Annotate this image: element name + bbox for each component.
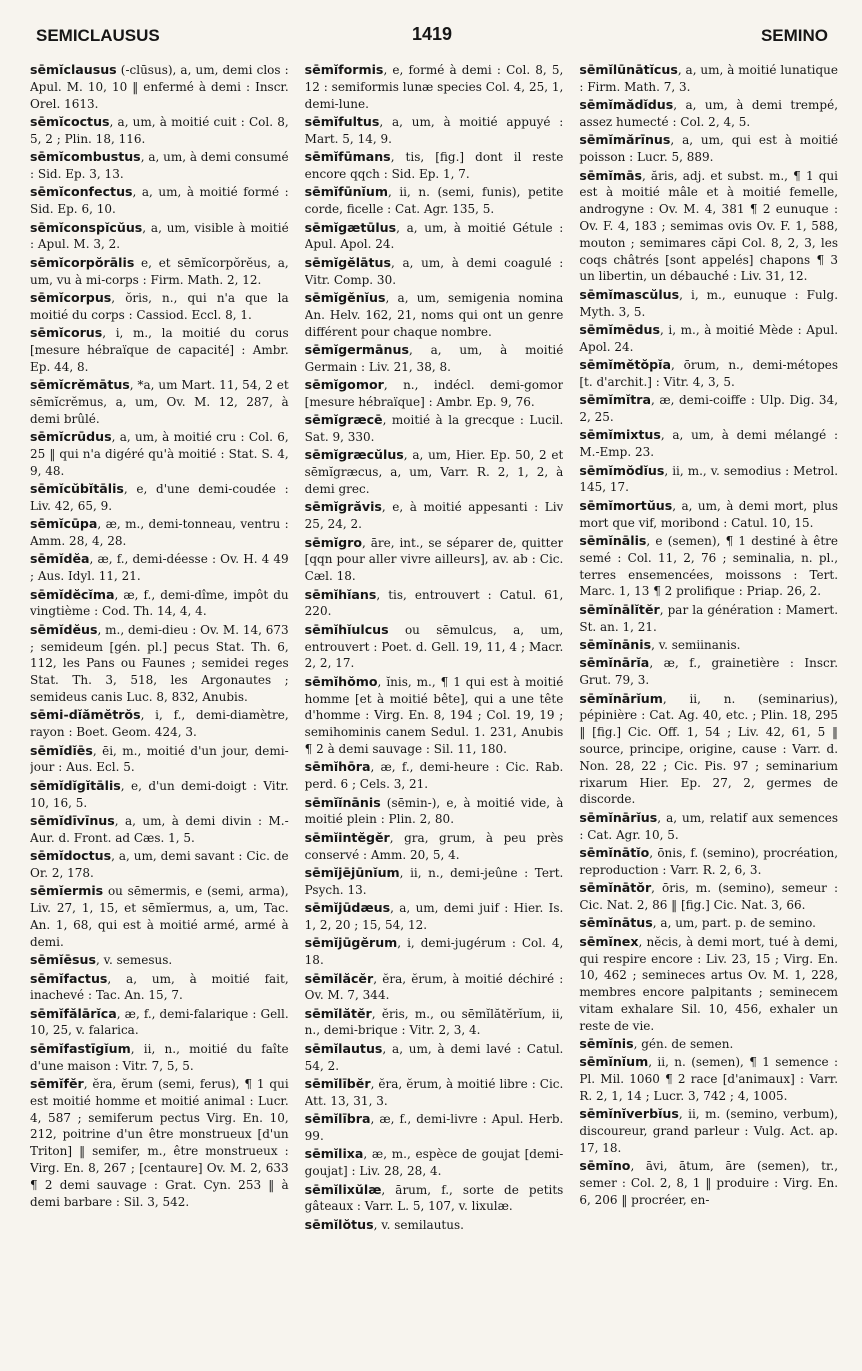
- dictionary-entry: [579, 533, 838, 600]
- entry-headword: sēmĭclausus: [30, 62, 117, 77]
- entry-headword: sēmĭcorpŏrālis: [30, 254, 135, 270]
- entry-headword: sēmĭnālĭtĕr: [579, 601, 660, 617]
- entry-definition: , æ, demi-coiffe : Ulp. Dig. 34, 2, 25.: [579, 393, 839, 425]
- entry-headword: sēmĭgĕlātus: [304, 254, 392, 270]
- dictionary-entry: [30, 184, 289, 218]
- dictionary-entry: [30, 377, 289, 427]
- dictionary-entry: [30, 149, 289, 183]
- entry-definition: , a, um, à moitié formé : Sid. Ep. 6, 10.: [30, 185, 289, 217]
- entry-headword: sēmĭlăcĕr: [304, 970, 374, 986]
- entry-definition: , ŏris, n., qui n'a que la moitié du corps : Cassiod. Eccl. 8, 1.: [30, 290, 289, 322]
- dictionary-entry: [305, 935, 564, 969]
- dictionary-entry: [30, 1006, 289, 1040]
- entry-definition: (sēmin-), e, à moitié vide, à moitié plein : Plin. 2, 80.: [304, 795, 564, 827]
- entry-definition: , ĕris, m., ou sēmĭlătĕrĭum, ii, n., demi-brique : Vitr. 2, 3, 4.: [304, 1006, 564, 1038]
- entry-headword: sēmĭjējūnĭum: [304, 864, 400, 880]
- entry-definition: , gén. de semen.: [633, 1037, 734, 1052]
- entry-definition: , ārum, f., sorte de petits gâteaux : Varr. L. 5, 107, v. lixulæ.: [304, 1182, 564, 1214]
- entry-definition: , a, um, relatif aux semences : Cat. Agr. 10, 5.: [579, 810, 839, 842]
- entry-definition: , gra, grum, à peu près conservé : Amm. 20, 5, 4.: [304, 830, 564, 862]
- entry-definition: , e, d'un demi-doigt : Vitr. 10, 16, 5.: [30, 778, 289, 810]
- dictionary-entry: [579, 1054, 838, 1104]
- entry-headword: sēmĭformis: [304, 62, 384, 77]
- entry-headword: sēmĭermis: [30, 883, 104, 899]
- dictionary-entry: [30, 813, 289, 847]
- entry-definition: , ii, n. (semen), ¶ 1 semence : Pl. Mil. 1060 ¶ 2 race [d'animaux] : Varr. R. 2, 1, 14 ; Lucr. 3, 742 ; 4, 1005.: [579, 1055, 839, 1104]
- entry-headword: sēmĭlībĕr: [304, 1076, 371, 1092]
- dictionary-entry: [305, 674, 564, 758]
- entry-definition: , i, demi-jugérum : Col. 4, 18.: [304, 936, 564, 968]
- entry-headword: sēmĭnĭum: [579, 1054, 649, 1070]
- entry-headword: sēmĭjūdæus: [304, 900, 391, 916]
- dictionary-entry: [305, 622, 564, 672]
- entry-definition: , a, um, à moitié Gétule : Apul. Apol. 24.: [304, 220, 564, 252]
- entry-definition: , i, m., eunuque : Fulg. Myth. 3, 5.: [579, 287, 839, 319]
- entry-headword: sēmĭconfectus: [30, 184, 133, 200]
- entry-headword: sēmĭhōra: [304, 759, 371, 775]
- entry-headword: sēmĭdĭēs: [30, 742, 93, 758]
- entry-definition: , a, um, à demi mélangé : M.-Emp. 23.: [579, 428, 839, 460]
- entry-headword: sēmĭfălārĭca: [30, 1005, 117, 1021]
- entry-headword: sēmĭgræcŭlus: [304, 447, 404, 463]
- entry-definition: , ōnis, f. (semino), procréation, reproduction : Varr. R. 2, 6, 3.: [579, 845, 839, 877]
- entry-headword: sēmĭgomor: [304, 377, 384, 393]
- dictionary-entry: [30, 516, 289, 550]
- dictionary-entry: [579, 168, 838, 286]
- entry-definition: , a, um, à demi mort, plus mort que vif, moribond : Catul. 10, 15.: [579, 498, 839, 530]
- entry-definition: , a, um, à demi divin : M.-Aur. d. Front. ad Cæs. 1, 5.: [30, 813, 289, 845]
- entry-definition: , tis, entrouvert : Catul. 61, 220.: [304, 587, 564, 619]
- dictionary-entry: [30, 587, 289, 621]
- entry-definition: , a, um, qui est à moitié poisson : Lucr. 5, 889.: [579, 133, 839, 165]
- dictionary-entry: [305, 220, 564, 254]
- entry-definition: e, et sēmĭcorpŏrĕus, a, um, vu à mi-corps : Firm. Math. 2, 12.: [30, 255, 289, 287]
- entry-headword: sēmĭĭnānis: [304, 794, 381, 810]
- dictionary-entry: [579, 1158, 838, 1208]
- entry-headword: sēmĭlŏtus: [304, 1216, 374, 1232]
- entry-definition: , ii, n. (semi, funis), petite corde, ficelle : Cat. Agr. 135, 5.: [304, 185, 564, 217]
- entry-headword: sēmĭmascŭlus: [579, 286, 680, 302]
- entry-headword: sēmĭmŏdĭus: [579, 462, 665, 478]
- dictionary-entry: [305, 412, 564, 446]
- dictionary-entry: [579, 62, 838, 96]
- entry-headword: sēmĭgrăvis: [304, 499, 382, 515]
- dictionary-entry: [305, 114, 564, 148]
- entry-headword: sēmĭfĕr: [30, 1076, 84, 1092]
- dictionary-entry: [30, 743, 289, 777]
- entry-headword: sēmĭlautus: [304, 1040, 383, 1056]
- dictionary-entry: [579, 357, 838, 391]
- entry-headword: sēmĭfūnĭum: [304, 184, 388, 200]
- entry-headword: sēmĭfastīgĭum: [30, 1040, 131, 1056]
- dictionary-entry: [579, 1036, 838, 1053]
- entry-definition: , *a, um Mart. 11, 54, 2 et sēmĭcrĕmus, a, um, Ov. M. 12, 287, à demi brûlé.: [30, 378, 289, 426]
- dictionary-entry: [305, 184, 564, 218]
- entry-headword: sēmĭlixa: [304, 1146, 364, 1162]
- entry-definition: , a, um, à moitié cru : Col. 6, 25 ‖ qui n'a digéré qu'à moitié : Stat. S. 4, 9, 48.: [30, 430, 289, 478]
- entry-headword: sēmĭhĭans: [304, 586, 377, 602]
- entry-definition: , a, um, à moitié Germain : Liv. 21, 38, 8.: [304, 342, 564, 374]
- dictionary-entry: [579, 691, 838, 809]
- entry-definition: , a, um, à moitié cuit : Col. 8, 5, 2 ; Plin. 18, 116.: [30, 114, 289, 146]
- entry-definition: , æ, f., grainetière : Inscr. Grut. 79, 3.: [579, 656, 839, 688]
- entry-headword: sēmĭcrūdus: [30, 429, 112, 445]
- entry-headword: sēmĭmărīnus: [579, 132, 671, 148]
- entry-definition: ou sēmermis, e (semi, arma), Liv. 27, 1, 15, et sēmĭermus, a, um, Tac. An. 1, 68, qui est à moitié armé, armé à demi.: [30, 884, 289, 949]
- dictionary-entry: [305, 971, 564, 1005]
- dictionary-entry: [30, 952, 289, 969]
- dictionary-entry: [305, 377, 564, 411]
- entry-headword: sēmĭgro: [304, 534, 363, 550]
- entry-definition: , nĕcis, à demi mort, tué à demi, qui respire encore : Liv. 23, 15 ; Virg. En. 10, 462 ; semineces artus Ov. M. 1, 228, membres encore palpitants ; seminecem vitam exhalare Sil. 10, 456, exhaler un reste de vie.: [579, 934, 839, 1033]
- entry-headword: sēmĭfūmans: [304, 149, 391, 165]
- entry-definition: , āvi, ātum, āre (semen), tr., semer : Col. 2, 8, 1 ‖ produire : Virg. En. 6, 206 ‖ procréer, en-: [579, 1159, 839, 1208]
- dictionary-entry: [579, 915, 838, 932]
- dictionary-entry: [305, 342, 564, 376]
- entry-definition: , e, formé à demi : Col. 8, 5, 12 : semiformis lunæ species Col. 4, 25, 1, demi-lune.: [304, 63, 564, 111]
- entry-definition: , ōrum, n., demi-métopes [t. d'archit.] : Vitr. 4, 3, 5.: [579, 358, 839, 389]
- entry-headword: sēmĭmēdus: [579, 321, 660, 337]
- entry-definition: , ăris, adj. et subst. m., ¶ 1 qui est à moitié mâle et à moitié femelle, androgyne : Ov. M. 4, 381 ¶ 2 eunuque : Ov. F. 4, 183 ; semimas ovis Ov. F. 1, 588, mouton ; semimares căpi Col. 8, 2, 3, les coqs châtrés [sont appelés] chapons ¶ 3 un libertin, un débauché : Liv. 31, 12.: [579, 168, 839, 284]
- entry-headword: sēmĭmās: [579, 167, 642, 183]
- entry-headword: sēmĭjūgĕrum: [304, 935, 398, 951]
- dictionary-entry: [305, 795, 564, 829]
- entry-definition: (-clūsus), a, um, demi clos : Apul. M. 10, 10 ‖ enfermé à demi : Inscr. Orel. 1613.: [30, 63, 289, 111]
- running-head-right: SEMINO: [760, 26, 828, 45]
- entry-headword: sēmĭhĭulcus: [304, 621, 389, 637]
- dictionary-entry: [30, 971, 289, 1005]
- dictionary-entry: [305, 1006, 564, 1040]
- dictionary-entry: [30, 429, 289, 479]
- dictionary-entry: [305, 1217, 564, 1234]
- dictionary-entry: [305, 149, 564, 183]
- entry-definition: , ii, n., moitié du faîte d'une maison : Vitr. 7, 5, 5.: [30, 1041, 289, 1073]
- dictionary-entry: [579, 880, 838, 914]
- entry-definition: , ĕra, ĕrum (semi, ferus), ¶ 1 qui est moitié homme et moitié animal : Lucr. 4, 587 ; semiferum pectus Virg. En. 10, 212, poitrine d'un être monstrueux [d'un Triton] ‖ semifer, m., être monstrueux : Virg. En. 8, 267 ; [centaure] Ov. M. 2, 633 ¶ 2 demi sauvage : Grat. Cyn. 253 ‖ à demi barbare : Sil. 3, 542.: [30, 1077, 289, 1209]
- dictionary-entry: [30, 707, 289, 741]
- entry-definition: , i, m., à moitié Mède : Apul. Apol. 24.: [579, 322, 839, 354]
- entry-headword: sēmĭlūnātĭcus: [579, 62, 678, 77]
- running-head-left: SEMICLAUSUS: [36, 26, 160, 45]
- entry-headword: sēmi-dĭămĕtrŏs: [30, 707, 141, 723]
- entry-headword: sēmĭfultus: [304, 113, 380, 129]
- entry-definition: , a, um, à demi lavé : Catul. 54, 2.: [304, 1041, 564, 1073]
- entry-headword: sēmĭmădĭdus: [579, 97, 674, 113]
- dictionary-entry: [30, 62, 289, 112]
- entry-headword: sēmĭintĕgĕr: [304, 829, 390, 845]
- entry-definition: , æ, m., espèce de goujat [demi-goujat] : Liv. 28, 28, 4.: [304, 1147, 564, 1179]
- entry-headword: sēmĭfactus: [30, 970, 108, 986]
- entry-headword: sēmĭmĕtŏpĭa: [579, 357, 671, 373]
- dictionary-entry: [579, 845, 838, 879]
- entry-headword: sēmĭno: [579, 1158, 631, 1174]
- entry-definition: , ii, n. (seminarius), pépinière : Cat. Ag. 40, etc. ; Plin. 18, 295 ‖ [fig.] Cic. Off. 1, 54 ; Liv. 42, 61, 5 ‖ source, principe, origine, cause : Varr. d. Non. 28, 22 ; Cic. Pis. 97 ; seminarium rixarum Hier. Ep. 27, 2, germes de discorde.: [579, 691, 839, 807]
- entry-headword: sēmĭlībra: [304, 1111, 371, 1127]
- entry-definition: ou sēmulcus, a, um, entrouvert : Poet. d. Gell. 19, 11, 4 ; Macr. 2, 2, 17.: [304, 622, 564, 671]
- entry-headword: sēmĭlixŭlæ: [304, 1181, 382, 1197]
- entry-definition: , a, um, à demi consumé : Sid. Ep. 3, 13.: [30, 150, 289, 181]
- dictionary-entry: [30, 778, 289, 812]
- entry-headword: sēmĭcorpus: [30, 289, 112, 305]
- entry-definition: , æ, f., demi-falarique : Gell. 10, 25, v. falarica.: [30, 1006, 289, 1038]
- entry-headword: sēmĭgermānus: [304, 341, 409, 357]
- dictionary-entry: [579, 463, 838, 497]
- entry-headword: sēmĭdĕus: [30, 621, 98, 637]
- entry-definition: , i, m., la moitié du corus [mesure hébraïque de capacité] : Ambr. Ep. 44, 8.: [30, 326, 289, 374]
- entry-headword: sēmĭdĕa: [30, 551, 90, 567]
- dictionary-entry: [30, 848, 289, 882]
- entry-definition: , par la génération : Mamert. St. an. 1, 21.: [579, 602, 839, 634]
- entry-headword: sēmĭgræcē: [304, 412, 383, 428]
- dictionary-entry: [579, 132, 838, 166]
- entry-definition: , ĕra, ĕrum, à moitié libre : Cic. Att. 13, 31, 3.: [304, 1077, 564, 1108]
- entry-definition: , ii, m. (semino, verbum), discoureur, grand parleur : Vulg. Act. ap. 17, 18.: [579, 1107, 839, 1156]
- entry-definition: , a, um, Hier. Ep. 50, 2 et sēmĭgræcus, a, um, Varr. R. 2, 1, 2, à demi grec.: [304, 448, 564, 497]
- entry-definition: , a, um, semigenia nomina An. Helv. 162, 21, noms qui ont un genre différent pour chaque nombre.: [304, 290, 564, 339]
- dictionary-entry: [305, 499, 564, 533]
- entry-definition: , e, à moitié appesanti : Liv 25, 24, 2.: [304, 500, 564, 532]
- dictionary-entry: [30, 481, 289, 515]
- entry-headword: sēmĭnārĭum: [579, 690, 663, 706]
- entry-headword: sēmĭdoctus: [30, 848, 112, 864]
- dictionary-entry: [30, 220, 289, 254]
- page-number: 1419: [411, 24, 453, 44]
- entry-definition: , æ, f., demi-dîme, impôt du vingtième : Cod. Th. 14, 4, 4.: [30, 587, 289, 619]
- entry-headword: sēmĭdīvīnus: [30, 812, 115, 828]
- entry-headword: sēmĭcorus: [30, 325, 103, 341]
- entry-headword: sēmĭcŭbĭtālis: [30, 481, 124, 497]
- entry-headword: sēmĭmixtus: [579, 427, 661, 443]
- dictionary-entry: [579, 97, 838, 131]
- column-3: [579, 62, 838, 1365]
- entry-definition: , æ, f., demi-livre : Apul. Herb. 99.: [304, 1112, 564, 1144]
- entry-headword: sēmĭnātĭo: [579, 844, 650, 860]
- dictionary-entry: [579, 287, 838, 321]
- entry-definition: , e (semen), ¶ 1 destiné à être semé : Col. 11, 2, 76 ; seminalia, n. pl., terres ensemencées, moissons : Tert. Marc. 1, 13 ¶ 2 prolifique : Priap. 26, 2.: [579, 534, 839, 599]
- entry-definition: , ĕra, ĕrum, à moitié déchiré : Ov. M. 7, 344.: [304, 971, 564, 1003]
- entry-headword: sēmĭnātus: [579, 915, 653, 931]
- entry-headword: sēmĭnĭverbĭus: [579, 1106, 679, 1122]
- dictionary-entry: [579, 602, 838, 636]
- dictionary-entry: [30, 622, 289, 706]
- dictionary-entry: [30, 1076, 289, 1210]
- dictionary-entry: [305, 62, 564, 112]
- dictionary-entry: [305, 1111, 564, 1145]
- entry-definition: , a, um, à moitié appuyé : Mart. 5, 14, 9.: [304, 114, 564, 146]
- entry-headword: sēmĭēsus: [30, 952, 96, 968]
- dictionary-entry: [30, 325, 289, 375]
- column-1: [30, 62, 289, 1365]
- page-header: [36, 20, 828, 54]
- dictionary-entry: [305, 759, 564, 793]
- entry-definition: , æ, f., demi-déesse : Ov. H. 4 49 ; Aus. Idyl. 11, 21.: [30, 552, 289, 584]
- entry-definition: , v. semilautus.: [373, 1217, 464, 1232]
- entry-definition: , æ, f., demi-heure : Cic. Rab. perd. 6 ; Cels. 3, 21.: [304, 760, 564, 792]
- entry-headword: sēmĭcūpa: [30, 516, 98, 532]
- entry-definition: , m., demi-dieu : Ov. M. 14, 673 ; semideum [gén. pl.] pecus Stat. Th. 6, 112, les Pans ou Faunes ; semidei reges Stat. Th. 3, 518, les Argonautes ; semideus canis Luc. 8, 832, Anubis.: [30, 622, 289, 704]
- entry-definition: , a, um, à moitié lunatique : Firm. Math. 7, 3.: [579, 63, 839, 94]
- dictionary-entry: [579, 810, 838, 844]
- dictionary-entry: [30, 883, 289, 950]
- entry-definition: , a, um, part. p. de semino.: [652, 916, 816, 931]
- dictionary-entry: [579, 655, 838, 689]
- entry-headword: sēmĭhŏmo: [304, 673, 378, 689]
- entry-headword: sēmĭnis: [579, 1036, 634, 1052]
- entry-definition: , v. semiinanis.: [651, 638, 741, 653]
- dictionary-entry: [305, 1076, 564, 1110]
- dictionary-entry: [579, 637, 838, 654]
- dictionary-entry: [579, 392, 838, 426]
- entry-definition: , i, f., demi-diamètre, rayon : Boet. Geom. 424, 3.: [30, 708, 289, 740]
- entry-definition: , ii, m., v. semodius : Metrol. 145, 17.: [579, 463, 839, 495]
- dictionary-entry: [305, 535, 564, 585]
- dictionary-entry: [579, 934, 838, 1035]
- entry-definition: , a, um, à demi trempé, assez humecté : Col. 2, 4, 5.: [579, 98, 839, 129]
- dictionary-entry: [30, 551, 289, 585]
- entry-headword: sēmĭnālis: [579, 533, 647, 549]
- entry-headword: sēmĭcombustus: [30, 149, 141, 165]
- entry-definition: , ii, n., demi-jeûne : Tert. Psych. 13.: [304, 865, 564, 897]
- dictionary-entry: [305, 1041, 564, 1075]
- entry-headword: sēmĭdĭgĭtālis: [30, 777, 121, 793]
- entry-headword: sēmĭmĭtra: [579, 392, 651, 408]
- entry-definition: , āre, int., se séparer de, quitter [qqn pour aller vivre ailleurs], av. ab : Cic. Cæl. 18.: [304, 535, 564, 584]
- dictionary-entry: [305, 1146, 564, 1180]
- dictionary-entry: [305, 255, 564, 289]
- entry-definition: , a, um, à demi coagulé : Vitr. Comp. 30.: [304, 255, 564, 287]
- entry-definition: , ēi, m., moitié d'un jour, demi-jour : Aus. Ecl. 5.: [30, 743, 289, 775]
- dictionary-entry: [305, 1182, 564, 1216]
- entry-headword: sēmĭconspĭcŭus: [30, 219, 143, 235]
- dictionary-entry: [305, 290, 564, 340]
- dictionary-entry: [30, 114, 289, 148]
- dictionary-entry: [30, 290, 289, 324]
- entry-definition: , a, um, visible à moitié : Apul. M. 3, 2.: [30, 220, 289, 252]
- entry-definition: , ōris, m. (semino), semeur : Cic. Nat. 2, 86 ‖ [fig.] Cic. Nat. 3, 66.: [579, 881, 839, 912]
- entry-headword: sēmĭcrĕmātus: [30, 377, 130, 393]
- entry-headword: sēmĭmortŭus: [579, 497, 673, 513]
- dictionary-entry: [305, 900, 564, 934]
- entry-headword: sēmĭnārĭa: [579, 655, 650, 671]
- entry-headword: sēmĭlătĕr: [304, 1005, 372, 1021]
- dictionary-entry: [30, 1041, 289, 1075]
- entry-headword: sēmĭdĕcĭma: [30, 586, 115, 602]
- dictionary-entry: [305, 865, 564, 899]
- entry-definition: , ĭnis, m., ¶ 1 qui est à moitié homme [et à moitié bête], qui a une tête d'homme : Virg. En. 8, 194 ; Col. 19, 19 ; semihominis canem Sedul. 1. 231, Anubis ¶ 2 à demi sauvage : Sil. 11, 180.: [304, 674, 564, 756]
- entry-headword: sēmĭgætūlus: [304, 219, 397, 235]
- dictionary-entry: [579, 1106, 838, 1156]
- entry-headword: sēmĭnex: [579, 933, 639, 949]
- dictionary-entry: [305, 447, 564, 497]
- entry-definition: , v. semesus.: [95, 953, 173, 968]
- entry-definition: , a, um, à moitié fait, inachevé : Tac. An. 15, 7.: [30, 971, 289, 1003]
- entry-definition: , tis, [fig.] dont il reste encore qqch : Sid. Ep. 1, 7.: [304, 150, 564, 181]
- entry-definition: , moitié à la grecque : Lucil. Sat. 9, 330.: [304, 413, 564, 445]
- entry-headword: sēmĭnārĭus: [579, 809, 658, 825]
- dictionary-entry: [30, 255, 289, 289]
- entry-definition: , n., indécl. demi-gomor [mesure hébraïque] : Ambr. Ep. 9, 76.: [304, 378, 564, 409]
- dictionary-entry: [579, 498, 838, 532]
- entry-headword: sēmĭcoctus: [30, 113, 110, 129]
- dictionary-entry: [305, 587, 564, 621]
- entry-headword: sēmĭnātŏr: [579, 880, 652, 896]
- dictionary-entry: [579, 427, 838, 461]
- dictionary-entry: [305, 830, 564, 864]
- entry-definition: , a, um, demi savant : Cic. de Or. 2, 178.: [30, 849, 289, 880]
- entry-definition: , a, um, demi juif : Hier. Is. 1, 2, 20 ; 15, 54, 12.: [304, 901, 564, 932]
- entry-definition: , e, d'une demi-coudée : Liv. 42, 65, 9.: [30, 482, 289, 513]
- dictionary-columns: [30, 62, 838, 1365]
- dictionary-entry: [579, 322, 838, 356]
- entry-headword: sēmĭnānis: [579, 637, 652, 653]
- entry-headword: sēmĭgĕnĭus: [304, 289, 386, 305]
- entry-definition: , æ, m., demi-tonneau, ventru : Amm. 28, 4, 28.: [30, 517, 289, 549]
- column-2: [305, 62, 564, 1365]
